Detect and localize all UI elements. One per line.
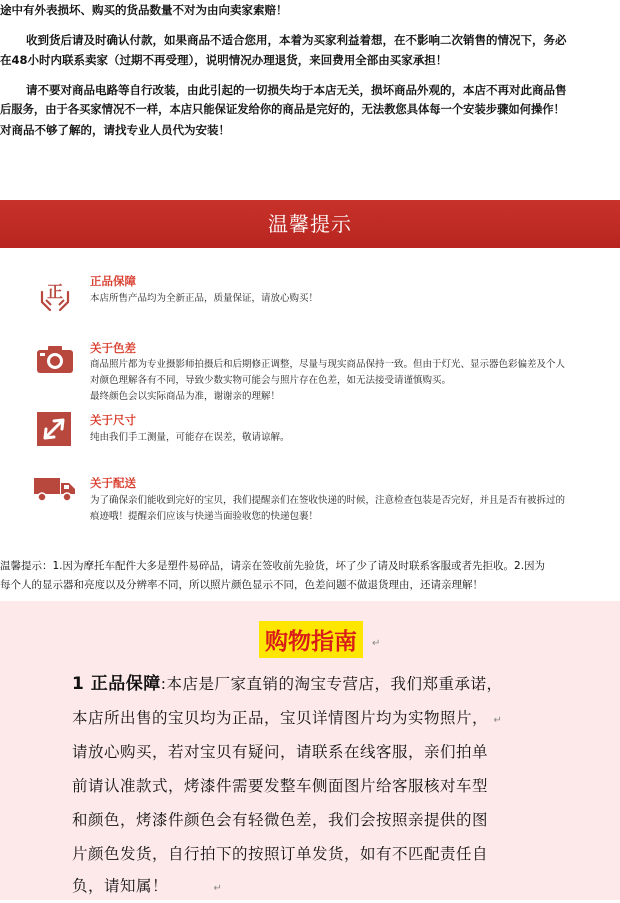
camera-icon	[36, 344, 74, 374]
notice-line: 收到货后请及时确认付款，如果商品不适合您用，本着为买家利益着想，在不影响二次销售的情况下，务必	[26, 33, 567, 47]
item-title: 关于色差	[90, 341, 136, 355]
notice-line: 途中有外表损坏、购买的货品数量不对为由向卖家索赔！	[0, 3, 288, 17]
guide-line: 和颜色，烤漆件颜色会有轻微色差，我们会按照亲提供的图	[72, 811, 489, 829]
return-mark: ↵	[372, 638, 381, 649]
guide-title: 购物指南	[259, 621, 363, 658]
tip-line: 每个人的显示器和亮度以及分辨率不同，所以照片颜色显示不同，色差问题不做退货理由，还请亲理解！	[0, 579, 483, 591]
return-mark: ↵	[493, 715, 503, 726]
guide-heading: 1 正品保障	[72, 674, 161, 694]
guide-line	[72, 872, 222, 903]
guide-text: 本店所出售的宝贝均为正品，宝贝详情图片均为实物照片，	[72, 709, 489, 727]
item-title: 关于配送	[90, 476, 136, 490]
notice-line: 对商品不够了解的，请找专业人员代为安装！	[0, 123, 230, 137]
guide-line	[72, 670, 502, 699]
delivery-truck-icon	[34, 476, 76, 502]
item-text: 对颜色理解各有不同，导致少数实物可能会与照片存在色差，如无法接受请谨慎购买。	[90, 375, 452, 386]
return-mark: ↵	[213, 883, 223, 894]
banner-title: 温馨提示	[268, 212, 352, 236]
genuine-hands-icon: 正	[36, 278, 74, 312]
tip-line: 温馨提示：1.因为摩托车配件大多是塑件易碎品，请亲在签收前先验货，坏了少了请及时联系客服或者先拒收。2.因为	[0, 560, 546, 572]
guide-text: 负，请知属！	[72, 877, 169, 895]
guide-line: 片颜色发货，自行拍下的按照订单发货，如有不匹配责任自	[72, 845, 489, 863]
guide-line: 请放心购买，若对宝贝有疑问，请联系在线客服，亲们拍单	[72, 743, 489, 761]
item-text: 痕迹哦！提醒亲们应该与快递当面验收您的快递包裹！	[90, 511, 319, 522]
item-text: 最终颜色会以实际商品为准，谢谢亲的理解！	[90, 391, 281, 402]
notice-line: 后服务，由于各买家情况不一样，本店只能保证发给你的商品是完好的，无法教您具体每一个安装步骤如何操作！	[0, 103, 565, 116]
item-text: 纯由我们手工测量，可能存在误差，敬请谅解。	[90, 432, 290, 443]
measure-arrow-icon	[37, 412, 71, 446]
guide-line: 前请认准款式，烤漆件需要发整车侧面图片给客服核对车型	[72, 777, 489, 795]
item-title: 关于尺寸	[90, 413, 136, 427]
item-text: 为了确保亲们能收到完好的宝贝，我们提醒亲们在签收快递的时候，注意检查包装是否完好，并且是否有被拆过的	[90, 495, 566, 506]
item-title: 正品保障	[90, 274, 136, 288]
item-text: 商品照片都为专业摄影师拍摄后和后期修正调整，尽量与现实商品保持一致。但由于灯光、显示器色彩偏差及个人	[90, 359, 566, 370]
notice-line: 在48小时内联系卖家（过期不再受理），说明情况办理退货，来回费用全部由买家承担！	[0, 53, 448, 67]
guide-text: :本店是厂家直销的淘宝专营店，我们郑重承诺，	[160, 675, 503, 693]
item-text: 本店所售产品均为全新正品，质量保证，请放心购买！	[90, 293, 319, 304]
guide-line	[72, 704, 502, 735]
notice-line: 请不要对商品电路等自行改装，由此引起的一切损失均于本店无关，损坏商品外观的，本店不再对此商品售	[26, 83, 567, 97]
